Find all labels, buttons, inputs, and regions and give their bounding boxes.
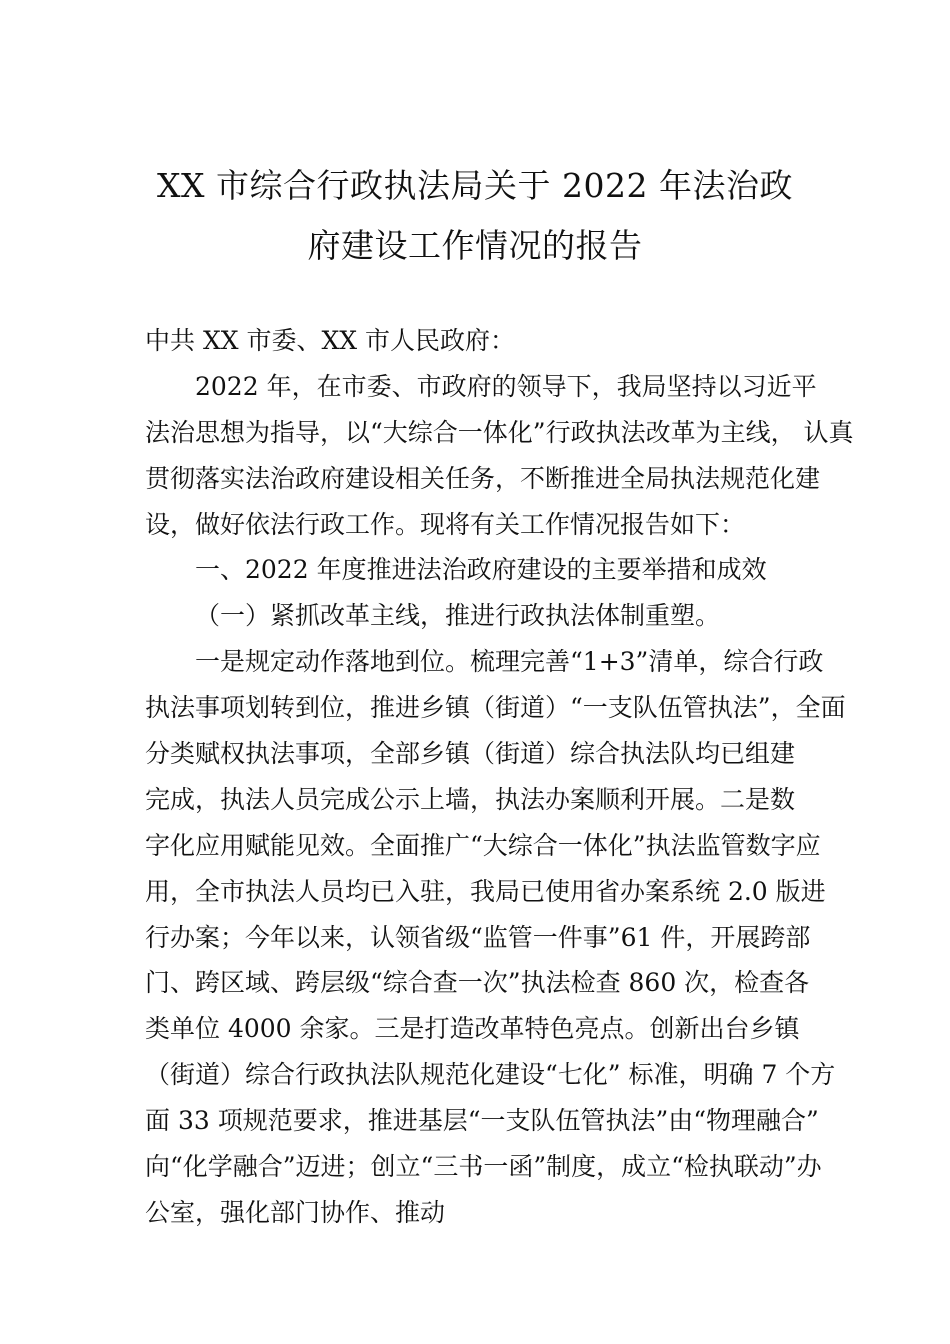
paragraph-line: 门、跨区域、跨层级“综合查一次”执法检查 860 次，检查各 — [145, 968, 810, 998]
document-title — [120, 156, 830, 276]
paragraph-line: 公室，强化部门协作、推动 — [145, 1197, 446, 1227]
paragraph-line: 设，做好依法行政工作。现将有关工作情况报告如下： — [145, 509, 746, 539]
paragraph-line: 一是规定动作落地到位。梳理完善“1+3”清单，综合行政 — [195, 647, 824, 677]
paragraph-line: 行办案；今年以来，认领省级“监管一件事”61 件，开展跨部 — [145, 922, 811, 952]
paragraph-line: 用，全市执法人员均已入驻，我局已使用省办案系统 2.0 版进 — [145, 876, 826, 906]
paragraph-line: （街道）综合行政执法队规范化建设“七化” 标准，明确 7 个方 — [145, 1060, 836, 1090]
paragraph-line: 完成，执法人员完成公示上墙，执法办案顺利开展。二是数 — [145, 784, 796, 814]
title-line-2: 府建设工作情况的报告 — [307, 226, 643, 265]
paragraph-line: 法治思想为指导，以“大综合一体化”行政执法改革为主线， 认真 — [145, 417, 854, 447]
subsection-heading: （一）紧抓改革主线，推进行政执法体制重塑。 — [195, 601, 721, 631]
paragraph-line: 向“化学融合”迈进；创立“三书一函”制度，成立“检执联动”办 — [145, 1152, 822, 1182]
paragraph-line: 2022 年，在市委、市政府的领导下，我局坚持以习近平 — [195, 371, 817, 401]
paragraph-line: 字化应用赋能见效。全面推广“大综合一体化”执法监管数字应 — [145, 830, 821, 860]
paragraph-line: 面 33 项规范要求，推进基层“一支队伍管执法”由“物理融合” — [145, 1106, 819, 1136]
paragraph-line: 类单位 4000 余家。三是打造改革特色亮点。创新出台乡镇 — [145, 1014, 800, 1044]
section-heading: 一、2022 年度推进法治政府建设的主要举措和成效 — [195, 555, 767, 585]
paragraph-line: 执法事项划转到位，推进乡镇（街道）“一支队伍管执法”，全面 — [145, 693, 846, 723]
title-line-1: XX 市综合行政执法局关于 2022 年法治政 — [157, 166, 793, 205]
document-body — [145, 318, 854, 1236]
paragraph-line: 贯彻落实法治政府建设相关任务，不断推进全局执法规范化建 — [145, 463, 821, 493]
salutation: 中共 XX 市委、XX 市人民政府： — [145, 326, 516, 355]
paragraph-line: 分类赋权执法事项，全部乡镇（街道）综合执法队均已组建 — [145, 739, 796, 769]
